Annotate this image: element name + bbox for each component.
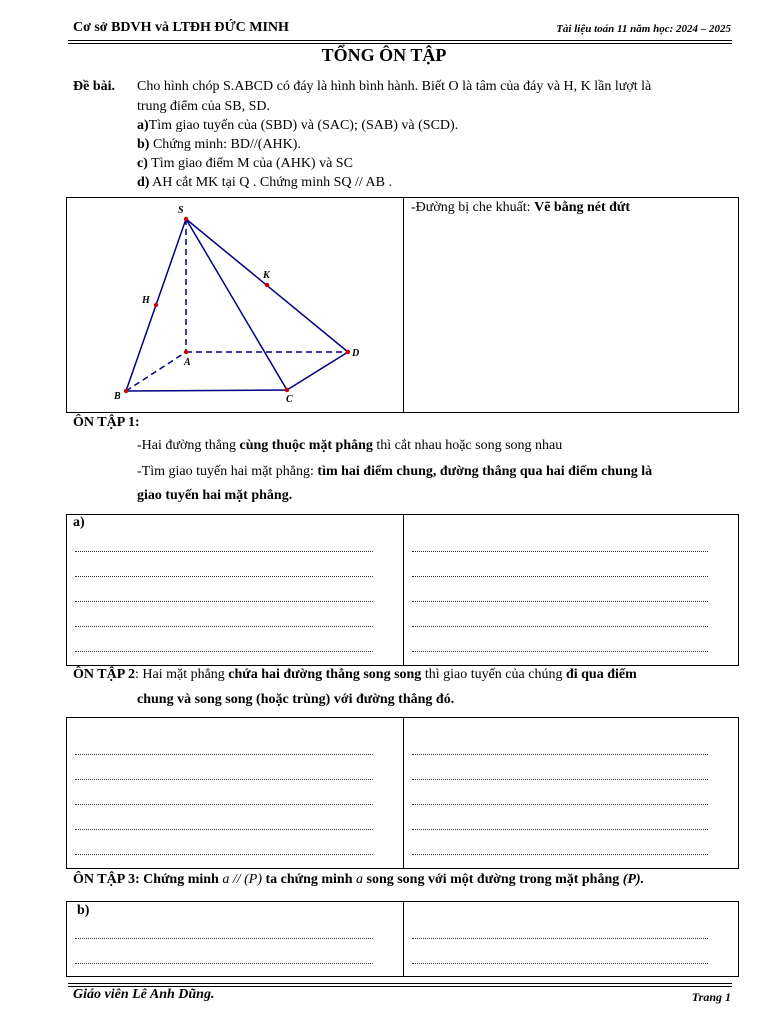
review1-title: ÔN TẬP 1: <box>73 415 140 430</box>
problem-intro-line2: trung điểm của SB, SD. <box>137 99 270 114</box>
label-K: K <box>263 270 270 281</box>
answer-line[interactable] <box>75 854 373 855</box>
point-A <box>184 350 188 354</box>
review1-line1-b: cùng thuộc mặt phẳng <box>239 438 373 453</box>
edge-CD <box>287 352 348 390</box>
review1-line2-a: -Tìm giao tuyến hai mặt phẳng: <box>137 464 318 479</box>
question-b-text: Chứng minh: BD//(AHK). <box>149 137 301 152</box>
answer-line[interactable] <box>412 804 708 805</box>
answer-line[interactable] <box>75 804 373 805</box>
question-a-text: Tìm giao tuyến của (SBD) và (SAC); (SAB) và (SCD). <box>148 118 459 133</box>
answer-line[interactable] <box>412 854 708 855</box>
review2-line1-a: : Hai mặt phẳng <box>134 667 229 682</box>
point-H <box>154 303 158 307</box>
school-name: Cơ sở BDVH và LTĐH ĐỨC MINH <box>73 20 289 35</box>
review1-line2 <box>137 464 652 480</box>
question-c-text: Tìm giao điểm M của (AHK) và SC <box>147 156 353 171</box>
pyramid-diagram <box>67 198 403 412</box>
label-S: S <box>178 205 184 216</box>
answer-line[interactable] <box>412 551 708 552</box>
point-K <box>265 283 269 287</box>
edge-BC <box>126 390 287 391</box>
label-A: A <box>184 357 191 368</box>
answer-line[interactable] <box>75 754 373 755</box>
review2-line1-b: chứa hai đường thẳng song song <box>228 667 422 682</box>
review2-line1-c: thì giao tuyến của chúng <box>421 667 566 682</box>
footer-rule <box>68 983 732 984</box>
answer-box-a <box>66 514 739 666</box>
label-C: C <box>286 394 293 405</box>
hidden-line-note-bold: Vẽ bằng nét đứt <box>534 200 630 215</box>
review3-formula-1: a // (P) <box>222 872 263 887</box>
document-info: Tài liệu toán 11 năm học: 2024 – 2025 <box>556 23 731 35</box>
review1-line1 <box>137 438 562 454</box>
answer-line[interactable] <box>75 626 373 627</box>
answer-line[interactable] <box>412 626 708 627</box>
answer-line[interactable] <box>412 601 708 602</box>
review3-formula-3: (P). <box>622 872 645 887</box>
review3-formula-2: a <box>356 872 363 887</box>
review1-line3: giao tuyến hai mặt phẳng. <box>137 488 293 503</box>
label-D: D <box>352 348 360 359</box>
figure-box <box>66 197 739 413</box>
review2-line1 <box>73 667 637 683</box>
question-d <box>137 175 392 191</box>
question-d-text: AH cắt MK tại Q . Chứng minh SQ // AB . <box>149 175 392 190</box>
header-rule-2 <box>68 43 732 44</box>
question-b-label: b) <box>137 137 150 152</box>
answer-line[interactable] <box>75 651 373 652</box>
teacher-name: Giáo viên Lê Anh Dũng. <box>73 987 215 1002</box>
question-c <box>137 156 353 172</box>
answer-line[interactable] <box>75 938 373 939</box>
header-rule <box>68 40 732 41</box>
review3-title: ÔN TẬP 3: Chứng minh <box>73 872 223 887</box>
answer-line[interactable] <box>412 779 708 780</box>
review3-mid: ta chứng minh <box>262 872 356 887</box>
review3-end: song song với một đường trong mặt phẳng <box>363 872 623 887</box>
review1-line1-a: -Hai đường thẳng <box>137 438 240 453</box>
answer-box-a-divider <box>403 515 404 665</box>
question-d-label: d) <box>137 175 150 190</box>
answer-box-b-label: b) <box>77 903 90 918</box>
point-D <box>346 350 350 354</box>
page-number: Trang 1 <box>691 990 731 1004</box>
point-B <box>124 389 128 393</box>
problem-label: Đề bài. <box>73 79 115 94</box>
review2-title: ÔN TẬP 2 <box>73 667 135 682</box>
answer-line[interactable] <box>412 829 708 830</box>
answer-line[interactable] <box>75 829 373 830</box>
figure-divider <box>403 198 404 412</box>
question-a <box>137 118 458 134</box>
answer-box-a-label: a) <box>73 515 85 530</box>
review3-line <box>73 872 644 888</box>
problem-intro-line1: Cho hình chóp S.ABCD có đáy là hình bình hành. Biết O là tâm của đáy và H, K lần lượt là <box>137 79 652 94</box>
answer-line[interactable] <box>412 938 708 939</box>
point-S <box>184 217 188 221</box>
review1-line1-c: thì cắt nhau hoặc song song nhau <box>372 438 563 453</box>
answer-box-b <box>66 901 739 977</box>
label-H: H <box>142 295 150 306</box>
answer-line[interactable] <box>412 576 708 577</box>
question-b <box>137 137 301 153</box>
answer-line[interactable] <box>412 754 708 755</box>
answer-line[interactable] <box>412 963 708 964</box>
hidden-line-note-prefix: -Đường bị che khuất: <box>411 200 535 215</box>
hidden-line-note <box>411 200 630 216</box>
review1-line2-b: tìm hai điểm chung, đường thẳng qua hai điểm chung là <box>317 464 653 479</box>
label-B: B <box>114 391 121 402</box>
answer-line[interactable] <box>412 651 708 652</box>
answer-box-review2-divider <box>403 718 404 868</box>
answer-box-b-divider <box>403 902 404 976</box>
answer-line[interactable] <box>75 779 373 780</box>
answer-line[interactable] <box>75 601 373 602</box>
point-C <box>285 388 289 392</box>
review2-line1-d: đi qua điểm <box>565 667 637 682</box>
page-title: TỔNG ÔN TẬP <box>321 45 447 65</box>
answer-line[interactable] <box>75 551 373 552</box>
review2-line2: chung và song song (hoặc trùng) với đường thẳng đó. <box>137 692 455 707</box>
question-a-label: a) <box>137 118 149 133</box>
edge-AB-hidden <box>126 352 186 391</box>
answer-box-review2 <box>66 717 739 869</box>
answer-line[interactable] <box>75 576 373 577</box>
question-c-label: c) <box>137 156 148 171</box>
answer-line[interactable] <box>75 963 373 964</box>
edge-SC <box>186 219 287 390</box>
